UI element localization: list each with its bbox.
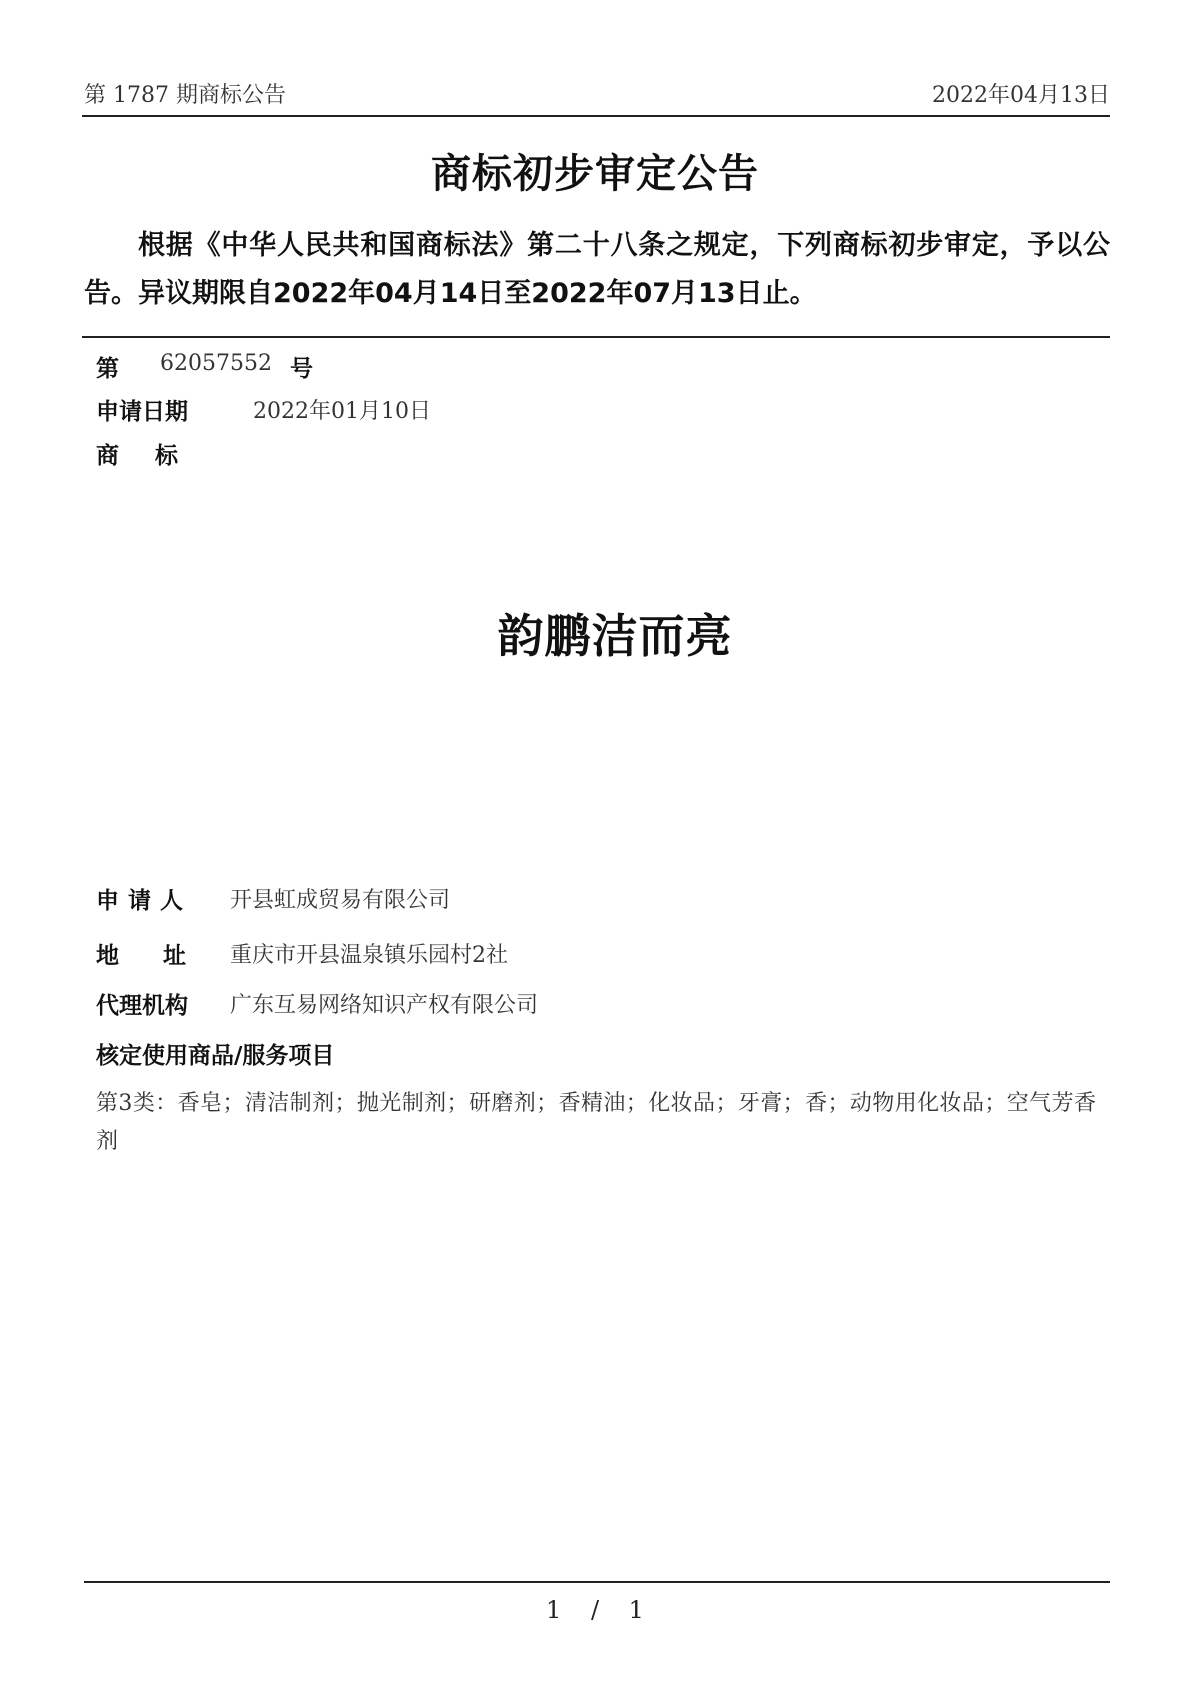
address-label: 地址 bbox=[96, 943, 230, 969]
applicant-label: 申请人 bbox=[96, 888, 192, 914]
trademark-text: 韵鹏洁而亮 bbox=[497, 609, 733, 663]
header-divider bbox=[82, 115, 1110, 117]
registration-number: 62057552 bbox=[160, 351, 272, 376]
agent-value: 广东互易网络知识产权有限公司 bbox=[230, 993, 539, 1018]
application-date-label: 申请日期 bbox=[96, 399, 188, 425]
address-value: 重庆市开县温泉镇乐园村2社 bbox=[230, 943, 508, 968]
section-divider bbox=[82, 336, 1110, 338]
trademark-label: 商标 bbox=[96, 443, 214, 469]
header-issue: 第 1787 期商标公告 bbox=[84, 83, 286, 108]
footer-divider bbox=[84, 1581, 1110, 1583]
applicant-value: 开县虹成贸易有限公司 bbox=[230, 888, 451, 913]
reg-prefix-label: 第 bbox=[96, 356, 119, 382]
header-date: 2022年04月13日 bbox=[932, 83, 1110, 108]
goods-services-label: 核定使用商品/服务项目 bbox=[96, 1043, 335, 1069]
reg-suffix-label: 号 bbox=[290, 356, 313, 382]
application-date-value: 2022年01月10日 bbox=[253, 399, 431, 424]
agent-label: 代理机构 bbox=[96, 993, 188, 1019]
page-title: 商标初步审定公告 bbox=[431, 151, 759, 197]
page-number: 1 / 1 bbox=[546, 1596, 644, 1624]
goods-services-value: 第3类：香皂；清洁制剂；抛光制剂；研磨剂；香精油；化妆品；牙膏；香；动物用化妆品；空气芳香剂 bbox=[96, 1091, 1096, 1154]
announcement-text: 根据《中华人民共和国商标法》第二十八条之规定，下列商标初步审定，予以公告。异议期限自2022年04月14日至2022年07月13日止。 bbox=[84, 230, 1110, 309]
